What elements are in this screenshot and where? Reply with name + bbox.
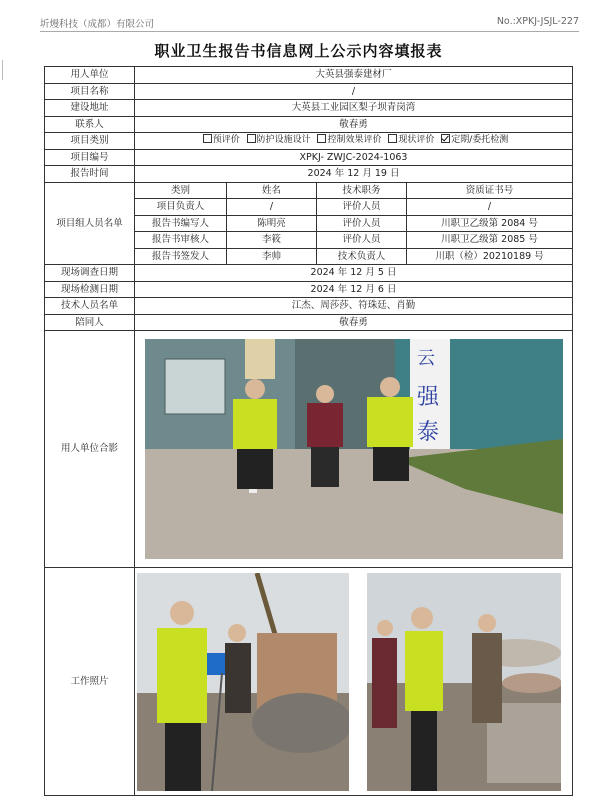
technicians-label: 技术人员名单 — [45, 298, 135, 315]
member-name: 李帅 — [227, 248, 317, 265]
employer-label: 用人单位 — [45, 67, 135, 84]
company-name: 圻熳科技（成都）有限公司 — [40, 19, 155, 30]
category-option-design[interactable]: 防护设施设计 — [243, 135, 311, 145]
accompany-label: 陪同人 — [45, 314, 135, 331]
address-value: 大英县工业园区梨子坝青岗湾 — [135, 100, 573, 117]
member-title: 技术负责人 — [317, 248, 407, 265]
member-role: 报告书审核人 — [135, 232, 227, 249]
row-contact — [45, 116, 573, 133]
header-divider — [40, 31, 579, 32]
member-cert: 川职（检）20210189 号 — [407, 248, 573, 265]
member-role: 项目负责人 — [135, 199, 227, 216]
work-photo-1 — [137, 573, 349, 791]
project-no-value: XPKJ- ZWJC-2024-1063 — [135, 149, 573, 166]
group-photo-cell — [135, 331, 573, 568]
category-label: 项目类别 — [45, 133, 135, 150]
member-name: 李筱 — [227, 232, 317, 249]
contact-value: 敬春勇 — [135, 116, 573, 133]
page-title: 职业卫生报告书信息网上公示内容填报表 — [154, 42, 443, 60]
work-photo-2 — [367, 573, 561, 791]
member-title: 评价人员 — [317, 232, 407, 249]
member-cert: 川职卫乙级第 2084 号 — [407, 215, 573, 232]
member-name: / — [227, 199, 317, 216]
row-project-no — [45, 149, 573, 166]
checkbox-icon — [388, 134, 397, 143]
category-option-control[interactable]: 控制效果评价 — [313, 135, 381, 145]
margin-mark — [2, 60, 9, 80]
test-date-label: 现场检测日期 — [45, 281, 135, 298]
contact-label: 联系人 — [45, 116, 135, 133]
team-header-cert: 资质证书号 — [407, 182, 573, 199]
row-survey-date — [45, 265, 573, 282]
row-accompany — [45, 314, 573, 331]
group-photo — [145, 339, 563, 559]
work-photos — [135, 573, 572, 791]
member-name: 陈明亮 — [227, 215, 317, 232]
project-name-value: / — [135, 83, 573, 100]
work-photo-cell — [135, 568, 573, 796]
row-report-time — [45, 166, 573, 183]
survey-date-label: 现场调查日期 — [45, 265, 135, 282]
technicians-value: 江杰、周莎莎、符珠廷、肖勤 — [135, 298, 573, 315]
category-options — [135, 133, 573, 150]
group-photo-label: 用人单位合影 — [45, 331, 135, 568]
document-number: No.:XPKJ-JSJL-227 — [496, 16, 579, 27]
team-header-name: 姓名 — [227, 182, 317, 199]
category-option-status[interactable]: 现状评价 — [384, 135, 434, 145]
team-header-role: 类别 — [135, 182, 227, 199]
row-project-name — [45, 83, 573, 100]
project-name-label: 项目名称 — [45, 83, 135, 100]
team-header-row — [45, 182, 573, 199]
row-address — [45, 100, 573, 117]
svg-text:云: 云 — [416, 348, 435, 369]
team-label: 项目组人员名单 — [45, 182, 135, 265]
checkbox-icon — [317, 134, 326, 143]
svg-text:强: 强 — [416, 385, 439, 410]
member-title: 评价人员 — [317, 199, 407, 216]
category-option-pre[interactable]: 预评价 — [199, 135, 240, 145]
checked-checkbox-icon — [441, 134, 450, 143]
address-label: 建设地址 — [45, 100, 135, 117]
employer-value: 大英县强泰建材厂 — [135, 67, 573, 84]
disclosure-form-table — [44, 66, 573, 796]
member-cert: / — [407, 199, 573, 216]
member-title: 评价人员 — [317, 215, 407, 232]
member-role: 报告书签发人 — [135, 248, 227, 265]
member-role: 报告书编写人 — [135, 215, 227, 232]
row-technicians — [45, 298, 573, 315]
row-category — [45, 133, 573, 150]
svg-text:泰: 泰 — [416, 420, 439, 445]
accompany-value: 敬春勇 — [135, 314, 573, 331]
row-group-photo — [45, 331, 573, 568]
report-time-label: 报告时间 — [45, 166, 135, 183]
team-header-title: 技术职务 — [317, 182, 407, 199]
checkbox-icon — [247, 134, 256, 143]
work-photo-label: 工作照片 — [45, 568, 135, 796]
category-option-periodic[interactable]: 定期/委托检测 — [437, 135, 508, 145]
member-cert: 川职卫乙级第 2085 号 — [407, 232, 573, 249]
checkbox-icon — [203, 134, 212, 143]
report-time-value: 2024 年 12 月 19 日 — [135, 166, 573, 183]
row-test-date — [45, 281, 573, 298]
project-no-label: 项目编号 — [45, 149, 135, 166]
row-employer — [45, 67, 573, 84]
row-work-photos — [45, 568, 573, 796]
survey-date-value: 2024 年 12 月 5 日 — [135, 265, 573, 282]
test-date-value: 2024 年 12 月 6 日 — [135, 281, 573, 298]
